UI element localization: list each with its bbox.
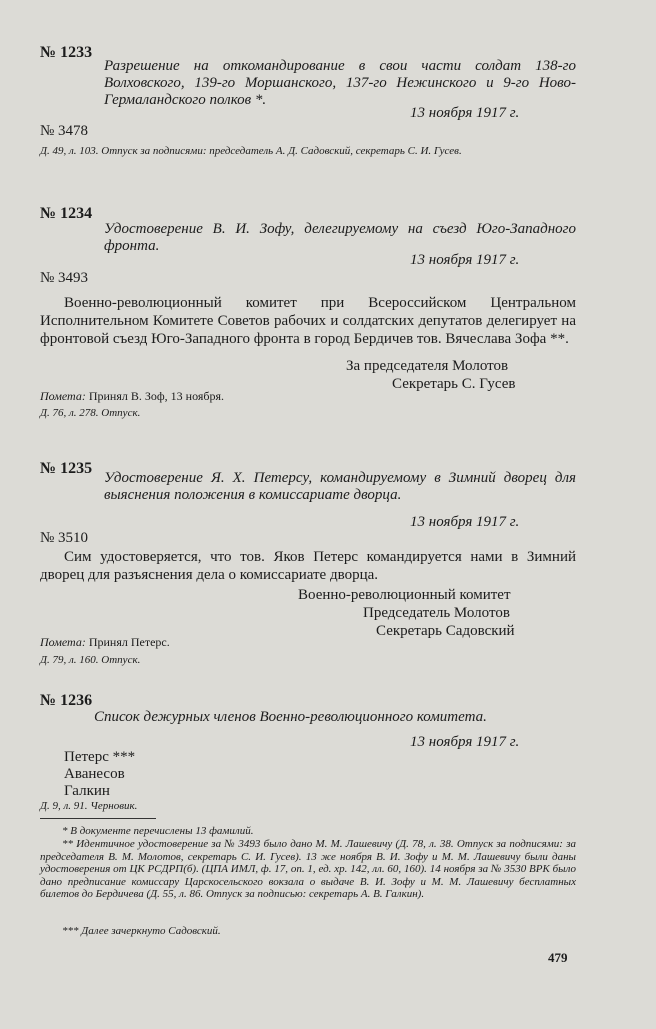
footnote: ** Идентичное удостоверение за № 3493 было дано М. М. Лашевичу (Д. 78, л. 38. Отпуск за подписями: за председателя В. М. Молотов, секретарь С. И. Гусев). 13 же ноября В. И. Зофу и М. М. Лашевичу были даны удостоверения от ЦК РСДРП(б). (ЦПА ИМЛ, ф. 17, оп. 1, ед. хр. 142, лл. 60, 160). 14 ноября за № 3530 ВРК было дано предписание комиссару Царскосельского вокзала о выдаче В. И. Зофу и М. М. Лашевичу бесплатных билетов до Бердичева (Д. 55, л. 86. Отпуск за подписью: секретарь А. В. Галкин). [40, 838, 576, 900]
pometa-note [40, 389, 224, 404]
signature-line: Военно-революционный комитет [298, 587, 511, 603]
entry-title: Разрешение на откомандирование в свои части солдат 138-го Волховского, 139-го Моршанского, 137-го Нежинского и 9-го Ново-Гермаландского полков *. [104, 58, 576, 108]
archive-reference: Д. 76, л. 278. Отпуск. [40, 407, 141, 419]
entry-number: № 1233 [40, 44, 93, 61]
signature-line: За председателя Молотов [346, 358, 509, 374]
signature-line: Председатель Молотов [363, 605, 510, 621]
duty-members-list [64, 749, 135, 800]
document-body: Военно-революционный комитет при Всероссийском Центральном Исполнительном Комитете Советов рабочих и солдатских депутатов делегирует на фронтовой съезд Юго-Западного фронта в город Бердичев тов. Вячеслава Зофа **. [40, 295, 576, 347]
entry-date: 13 ноября 1917 г. [410, 514, 520, 530]
entry-date: 13 ноября 1917 г. [410, 105, 520, 121]
document-body: Сим удостоверяется, что тов. Яков Петерс командируется нами в Зимний дворец для разъяснения дела о комиссариате дворца. [40, 549, 576, 583]
page-number: 479 [548, 950, 568, 965]
pometa-label: Помета: [40, 389, 86, 403]
archive-reference: Д. 79, л. 160. Отпуск. [40, 654, 141, 666]
pometa-text: Принял Петерс. [88, 635, 170, 649]
document-number: № 3478 [40, 123, 89, 139]
entry-title: Удостоверение В. И. Зофу, делегируемому на съезд Юго-Западного фронта. [104, 221, 576, 254]
list-item: Аванесов [64, 766, 125, 782]
document-number: № 3510 [40, 530, 89, 546]
list-item: Петерс *** [64, 749, 136, 765]
entry-title: Удостоверение Я. Х. Петерсу, командируемому в Зимний дворец для выяснения положения в комиссариате дворца. [104, 470, 576, 503]
archive-reference: Д. 49, л. 103. Отпуск за подписями: председатель А. Д. Садовский, секретарь С. И. Гусев. [40, 145, 462, 157]
entry-number: № 1234 [40, 205, 93, 222]
entry-number: № 1236 [40, 692, 93, 709]
signature-block [346, 357, 515, 393]
signature-line: Секретарь Садовский [376, 623, 515, 639]
entry-number: № 1235 [40, 460, 93, 477]
pometa-label: Помета: [40, 635, 86, 649]
footnote: *** Далее зачеркнуто Садовский. [62, 925, 221, 937]
footnote-divider [40, 818, 156, 819]
entry-date: 13 ноября 1917 г. [410, 252, 520, 268]
archive-reference: Д. 9, л. 91. Черновик. [40, 800, 138, 812]
signature-block [298, 586, 515, 640]
pometa-text: Принял В. Зоф, 13 ноября. [88, 389, 224, 403]
entry-title: Список дежурных членов Военно-революционного комитета. [94, 709, 487, 725]
signature-line: Секретарь С. Гусев [392, 376, 516, 392]
document-number: № 3493 [40, 270, 89, 286]
pometa-note [40, 635, 170, 650]
list-item: Галкин [64, 783, 110, 799]
footnote: * В документе перечислены 13 фамилий. [62, 825, 254, 837]
entry-date: 13 ноября 1917 г. [410, 734, 520, 750]
